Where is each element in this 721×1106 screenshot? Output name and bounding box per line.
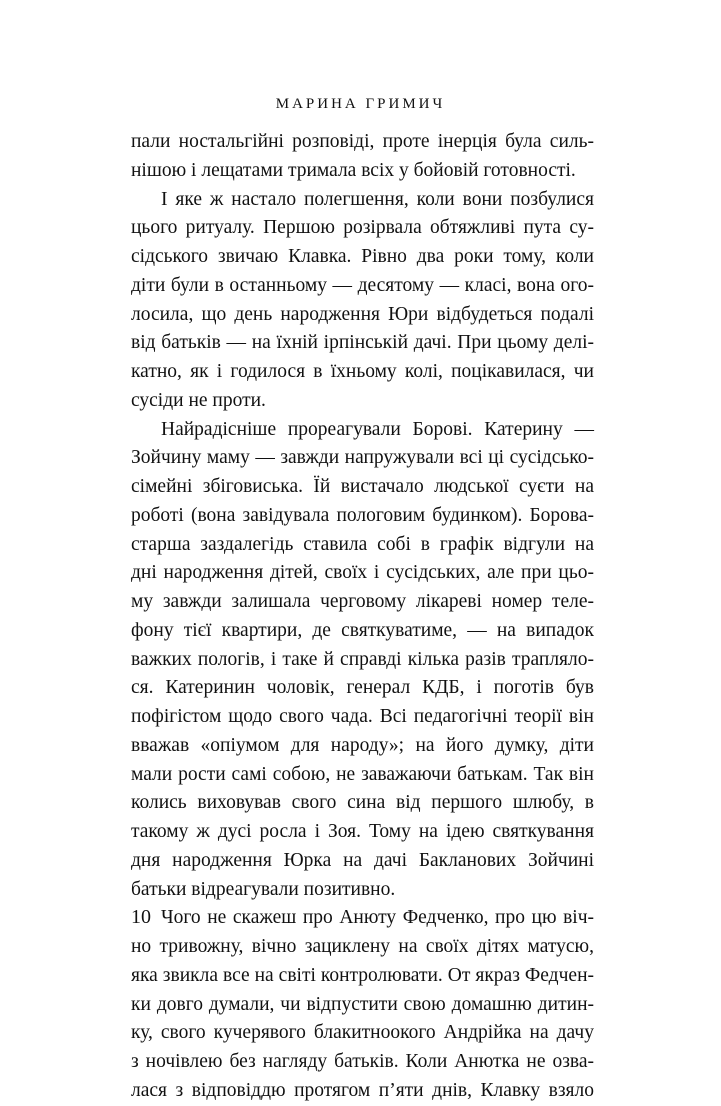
text-line: дні народження дітей, своїх і сусідських, але при цьо- <box>131 562 594 584</box>
text-line: Зойчину маму — завжди напружували всі ці сусідсько- <box>131 447 594 469</box>
text-line: нішою і лещатами тримала всіх у бойовій готовності. <box>131 159 576 181</box>
text-line: роботі (вона завідувала пологовим будинком). Борова- <box>131 504 594 526</box>
text-line: Найрадісніше прореагували Борові. Катерину — <box>161 418 594 440</box>
text-line: важких пологів, і таке й справді кілька разів трапляло- <box>131 648 594 670</box>
text-line: ки довго думали, чи відпустити свою домашню дитин- <box>131 993 594 1015</box>
text-line: пофігістом щодо свого чада. Всі педагогічні теорії він <box>131 706 594 727</box>
text-line: з ночівлею без нагляду батьків. Коли Анютка не озва- <box>131 1051 594 1072</box>
page-number: 10 <box>131 906 151 928</box>
text-line: такому ж дусі росла і Зоя. Тому на ідею святкування <box>131 821 594 842</box>
text-line: від батьків — на їхній ірпінській дачі. При цьому делі- <box>131 332 594 354</box>
text-line: но тривожну, вічно зациклену на своїх дітях матусю, <box>131 936 594 957</box>
text-line: старша заздалегідь ставила собі в графік відгули на <box>131 533 594 555</box>
text-line: Чого не скажеш про Анюту Федченко, про цю віч- <box>161 907 594 929</box>
body-text <box>131 128 594 1106</box>
text-line: батьки відреагували позитивно. <box>131 878 396 900</box>
text-line: сусіди не проти. <box>131 389 266 411</box>
text-line: ку, свого кучерявого блакитноокого Андрійка на дачу <box>131 1022 594 1044</box>
text-line: сідського звичаю Клавка. Рівно два роки тому, коли <box>131 246 594 267</box>
text-line: му завжди залишала черговому лікареві номер теле- <box>131 591 594 612</box>
running-header-author: МАРИНА ГРИМИЧ <box>275 96 446 112</box>
text-line: дня народження Юрка на дачі Бакланових Зойчині <box>131 849 594 871</box>
text-line: вважав «опіумом для народу»; на його думку, діти <box>131 734 594 756</box>
text-line: ся. Катеринин чоловік, генерал КДБ, і поготів був <box>131 677 594 699</box>
text-line: пали ностальгійні розповіді, проте інерція була силь- <box>131 131 594 152</box>
text-line: лася з відповіддю протягом п’яти днів, Клавку взяло <box>131 1079 594 1101</box>
text-line: катно, як і годилося в їхньому колі, поцікавилася, чи <box>131 361 594 382</box>
text-line: І яке ж настало полегшення, коли вони позбулися <box>161 188 594 210</box>
text-line: сімейні збіговиська. Їй вистачало людської суєти на <box>131 476 594 497</box>
text-line: колись виховував свого сина від першого шлюбу, в <box>131 792 594 814</box>
text-line: цього ритуалу. Першою розірвала обтяжливі пута су- <box>131 217 594 239</box>
text-line: мали рости самі собою, не заважаючи батькам. Так він <box>131 763 594 785</box>
text-line: діти були в останньому — десятому — класі, вона ого- <box>131 274 594 296</box>
text-line: яка звикла все на світі контролювати. От якраз Федчен- <box>131 964 594 986</box>
text-line: лосила, що день народження Юри відбудеться подалі <box>131 303 594 325</box>
text-line: фону тієї квартири, де святкуватиме, — на випадок <box>131 619 594 641</box>
